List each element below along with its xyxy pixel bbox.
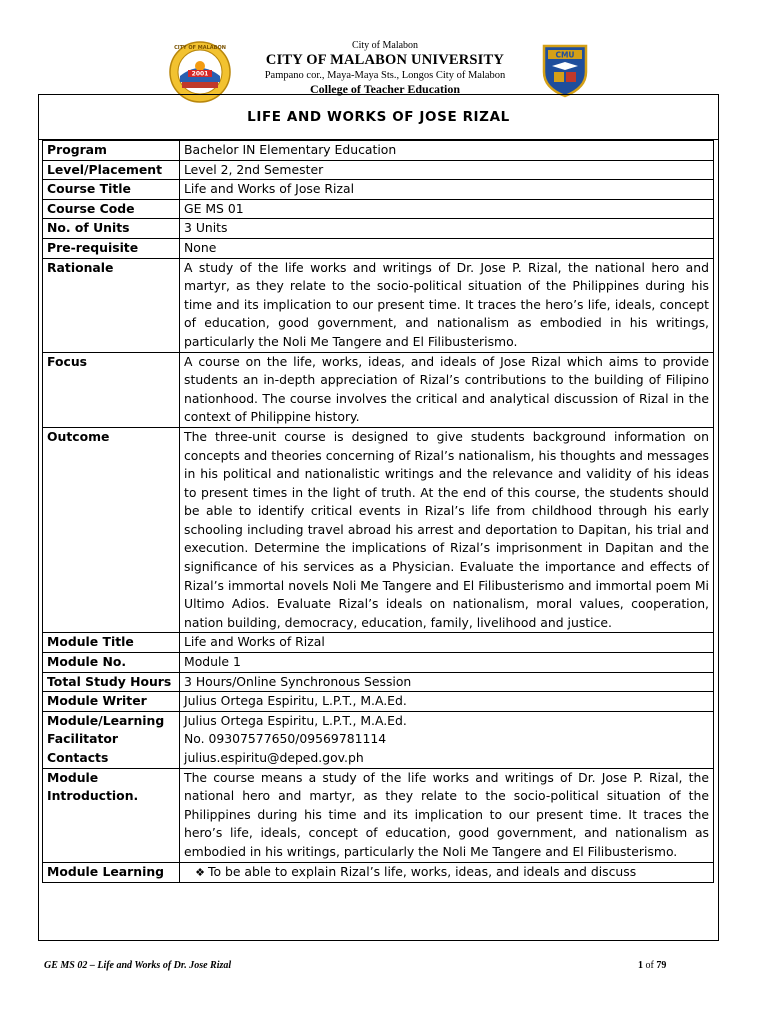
row-value: Life and Works of Jose Rizal	[180, 180, 714, 200]
row-label: Module No.	[43, 653, 180, 673]
row-value: A study of the life works and writings of Dr. Jose P. Rizal, the national hero and martyr, as they relate to the socio-political situation of the Philippines during his time and its implication to our present time. It traces the hero’s life, ideals, concept of education, good government, and nationalism as embodied in his writings, particularly the Noli Me Tangere and El Filibusterismo.	[180, 258, 714, 352]
row-label: Module Learning	[43, 862, 180, 883]
table-row	[43, 692, 714, 712]
table-row-facilitator	[43, 711, 714, 768]
table-row	[43, 427, 714, 633]
row-label: Course Title	[43, 180, 180, 200]
table-row	[43, 238, 714, 258]
contact-line: No. 09307577650/09569781114	[184, 731, 387, 747]
row-label: Total Study Hours	[43, 672, 180, 692]
row-label: Program	[43, 141, 180, 161]
row-value: A course on the life, works, ideas, and ideals of Jose Rizal which aims to provide students an in-depth appreciation of Rizal’s contributions to the building of Filipino nationhood. The course involves the critical and analytical discussion of Rizal in the context of Philippine history.	[180, 352, 714, 427]
table-row	[43, 633, 714, 653]
header-college: College of Teacher Education	[309, 82, 461, 96]
contact-line: Julius Ortega Espiritu, L.P.T., M.A.Ed.	[184, 712, 407, 728]
svg-text:CITY OF MALABON: CITY OF MALABON	[174, 45, 226, 51]
header-city: City of Malabon	[351, 40, 419, 51]
header-university: CITY OF MALABON UNIVERSITY	[265, 52, 505, 68]
row-label: Focus	[43, 352, 180, 427]
row-label	[43, 768, 180, 862]
course-document	[38, 94, 719, 941]
svg-text:2001: 2001	[191, 70, 209, 78]
row-value: Level 2, 2nd Semester	[180, 160, 714, 180]
table-row	[43, 258, 714, 352]
row-value: Module 1	[180, 653, 714, 673]
university-shield-icon	[540, 40, 590, 98]
row-value: None	[180, 238, 714, 258]
row-value: 3 Hours/Online Synchronous Session	[180, 672, 714, 692]
table-row-introduction	[43, 768, 714, 862]
label-line: Introduction.	[47, 788, 139, 804]
page-number: 1 of 79	[638, 960, 667, 971]
row-label: Module Title	[43, 633, 180, 653]
label-line: Module	[47, 769, 99, 785]
header-address: Pampano cor., Maya-Maya Sts., Longos City of Malabon	[264, 70, 506, 81]
table-row-learning	[43, 862, 714, 883]
row-value: GE MS 01	[180, 199, 714, 219]
label-line: Contacts	[47, 750, 109, 765]
table-row	[43, 160, 714, 180]
table-row	[43, 219, 714, 239]
table-row	[43, 199, 714, 219]
table-row	[43, 672, 714, 692]
row-label: No. of Units	[43, 219, 180, 239]
table-row	[43, 653, 714, 673]
contact-line: julius.espiritu@deped.gov.ph	[184, 750, 364, 765]
row-label	[43, 711, 180, 768]
row-value	[180, 711, 714, 768]
course-info-table	[42, 140, 714, 883]
row-label: Course Code	[43, 199, 180, 219]
row-label: Pre-requisite	[43, 238, 180, 258]
table-row	[43, 141, 714, 161]
row-value: Bachelor IN Elementary Education	[180, 141, 714, 161]
footer-course-name: GE MS 02 – Life and Works of Dr. Jose Rizal	[44, 960, 232, 971]
row-label: Outcome	[43, 427, 180, 633]
row-label: Rationale	[43, 258, 180, 352]
row-value: Life and Works of Rizal	[180, 633, 714, 653]
row-value: 3 Units	[180, 219, 714, 239]
row-value: Julius Ortega Espiritu, L.P.T., M.A.Ed.	[180, 692, 714, 712]
row-label: Level/Placement	[43, 160, 180, 180]
bullet-icon: ❖	[195, 865, 205, 879]
learning-text: To be able to explain Rizal’s life, works, ideas, and ideals and discuss	[208, 863, 637, 879]
header-text-block	[230, 40, 540, 97]
label-line: Module/Learning	[47, 712, 165, 728]
row-value: The three-unit course is designed to give students background information on concepts and theories concerning of Rizal’s nationalism, his thoughts and messages in his political and nationalistic writings and the relevance and validity of his ideas to present times in the light of truth. At the end of this course, the students should be able to identify critical events in Rizal’s life from childhood through his early schooling including travel abroad his arrest and deportation to Dapitan, his trial and execution. Determine the implications of Rizal’s imprisonment in Dapitan and the significance of his services as a Physician. Evaluate the importance and effects of Rizal’s immortal novels Noli Me Tangere and El Filibusterismo and immortal poem Mi Ultimo Adios. Evaluate Rizal’s ideals on nationalism, moral values, cooperation, nation building, democracy, education, family, livelihood and justice.	[180, 427, 714, 633]
table-row	[43, 180, 714, 200]
label-line: Facilitator	[47, 731, 119, 747]
document-title: LIFE AND WORKS OF JOSE RIZAL	[39, 95, 718, 140]
row-value: The course means a study of the life works and writings of Dr. Jose P. Rizal, the national hero and martyr, as they relate to the socio-political situation of the Philippines during his time and its implication to our present time. It traces the hero’s life, ideals, concept of education, good government, and nationalism as embodied in his writings, particularly the Noli Me Tangere and El Filibusterismo.	[180, 768, 714, 862]
row-label: Module Writer	[43, 692, 180, 712]
table-row	[43, 352, 714, 427]
row-value	[180, 862, 714, 883]
svg-text:CMU: CMU	[555, 50, 575, 60]
document-header	[0, 36, 768, 96]
